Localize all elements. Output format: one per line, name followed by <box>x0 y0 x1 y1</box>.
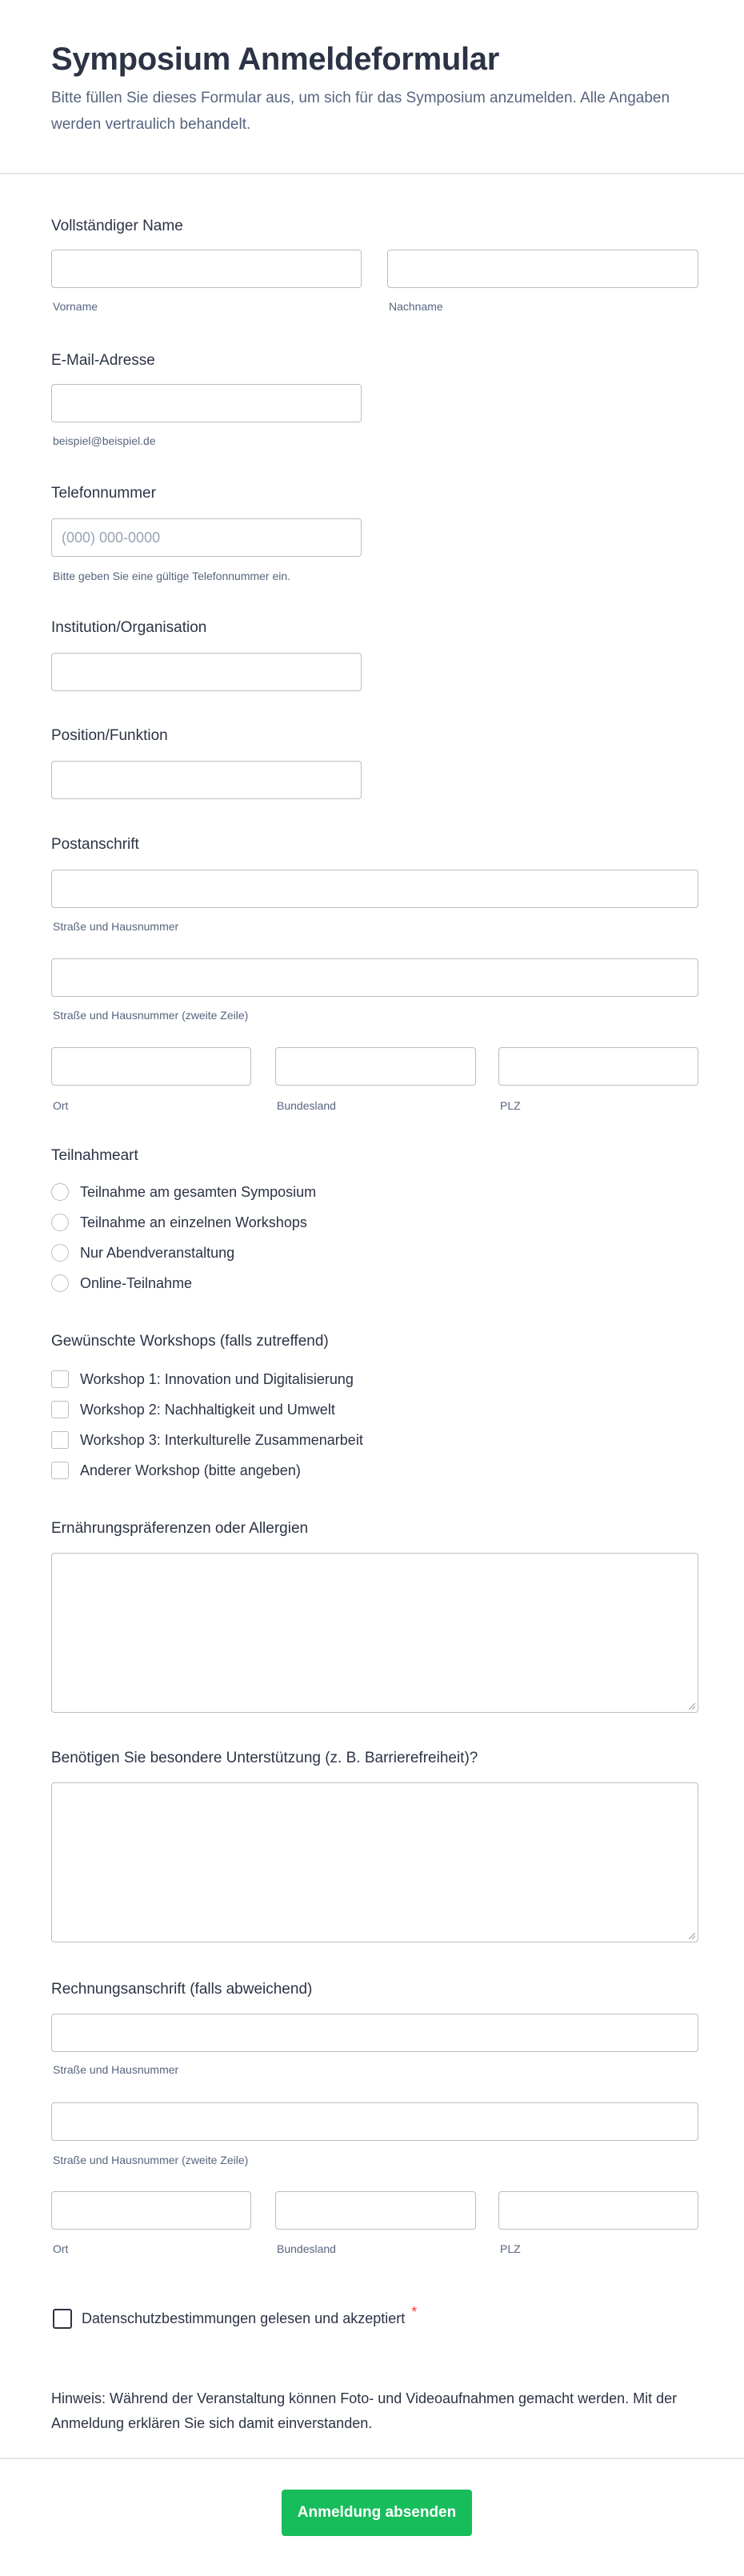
footer-divider <box>0 2458 744 2459</box>
billing-label: Rechnungsanschrift (falls abweichend) <box>51 1981 313 1998</box>
billing-zip-input[interactable] <box>498 2191 698 2230</box>
billing-street2-input[interactable] <box>51 2102 698 2141</box>
phone-label: Telefonnummer <box>51 485 156 502</box>
checkbox[interactable] <box>51 1462 69 1479</box>
workshop-option-label: Anderer Workshop (bitte angeben) <box>80 1462 301 1478</box>
billing-city-sublabel: Ort <box>53 2242 69 2255</box>
address-street-sublabel: Straße und Hausnummer <box>53 920 179 933</box>
radio-button[interactable] <box>51 1244 69 1262</box>
address-label: Postanschrift <box>51 836 139 853</box>
workshop-option[interactable] <box>51 1431 363 1449</box>
attendance-option-label: Online-Teilnahme <box>80 1274 193 1291</box>
attendance-option[interactable] <box>51 1214 307 1231</box>
radio-button[interactable] <box>51 1214 69 1231</box>
first-name-input[interactable] <box>51 250 362 288</box>
checkbox[interactable] <box>51 1431 69 1449</box>
address-street-input[interactable] <box>51 870 698 908</box>
attendance-option[interactable] <box>51 1183 316 1201</box>
address-city-sublabel: Ort <box>53 1099 69 1112</box>
institution-label: Institution/Organisation <box>51 619 207 636</box>
attendance-option-label: Teilnahme an einzelnen Workshops <box>80 1214 307 1230</box>
page-title: Symposium Anmeldeformular <box>51 42 500 77</box>
privacy-label: Datenschutzbestimmungen gelesen und akzeptiert <box>82 2310 406 2326</box>
billing-street-input[interactable] <box>51 2014 698 2052</box>
privacy-consent[interactable] <box>53 2304 418 2329</box>
address-street2-input[interactable] <box>51 958 698 997</box>
attendance-option[interactable] <box>51 1244 234 1262</box>
billing-zip-sublabel: PLZ <box>500 2242 521 2255</box>
form-description: Bitte füllen Sie dieses Formular aus, um sich für das Symposium anzumelden. Alle Angaben werden vertraulich behandelt. <box>51 90 670 133</box>
workshop-option-label: Workshop 1: Innovation und Digitalisierung <box>80 1370 354 1387</box>
billing-street-sublabel: Straße und Hausnummer <box>53 2063 179 2076</box>
workshop-option-label: Workshop 3: Interkulturelle Zusammenarbeit <box>80 1431 363 1448</box>
phone-sublabel: Bitte geben Sie eine gültige Telefonnummer ein. <box>53 570 291 582</box>
workshop-option[interactable] <box>51 1462 301 1479</box>
diet-label: Ernährungspräferenzen oder Allergien <box>51 1520 309 1537</box>
first-name-sublabel: Vorname <box>53 300 98 313</box>
support-textarea[interactable] <box>51 1782 698 1942</box>
address-city-input[interactable] <box>51 1047 251 1086</box>
checkbox[interactable] <box>51 1370 69 1388</box>
photo-notice: Hinweis: Während der Veranstaltung können Foto- und Videoaufnahmen gemacht werden. Mit der Anmeldung erklären Sie sich damit einverstanden. <box>51 2390 678 2431</box>
position-label: Position/Funktion <box>51 727 168 744</box>
address-street2-sublabel: Straße und Hausnummer (zweite Zeile) <box>53 1009 249 1022</box>
workshop-option-label: Workshop 2: Nachhaltigkeit und Umwelt <box>80 1401 335 1418</box>
email-label: E-Mail-Adresse <box>51 352 155 369</box>
billing-state-input[interactable] <box>275 2191 476 2230</box>
header-divider <box>0 173 744 174</box>
resize-handle-icon[interactable] <box>689 1703 695 1710</box>
last-name-input[interactable] <box>387 250 698 288</box>
resize-handle-icon[interactable] <box>689 1933 695 1939</box>
last-name-sublabel: Nachname <box>389 300 443 313</box>
diet-textarea[interactable] <box>51 1553 698 1713</box>
radio-button[interactable] <box>51 1274 69 1292</box>
attendance-option[interactable] <box>51 1274 192 1292</box>
address-zip-sublabel: PLZ <box>500 1099 521 1112</box>
radio-button[interactable] <box>51 1183 69 1201</box>
attendance-option-label: Nur Abendveranstaltung <box>80 1244 235 1261</box>
workshop-option[interactable] <box>51 1370 354 1388</box>
position-input[interactable] <box>51 761 362 799</box>
billing-state-sublabel: Bundesland <box>277 2242 336 2255</box>
billing-street2-sublabel: Straße und Hausnummer (zweite Zeile) <box>53 2154 249 2166</box>
institution-input[interactable] <box>51 653 362 691</box>
checkbox[interactable] <box>51 1401 69 1418</box>
email-sublabel: beispiel@beispiel.de <box>53 434 156 447</box>
address-state-input[interactable] <box>275 1047 476 1086</box>
attendance-label: Teilnahmeart <box>51 1147 138 1164</box>
workshop-option[interactable] <box>51 1401 335 1418</box>
address-state-sublabel: Bundesland <box>277 1099 336 1112</box>
attendance-option-label: Teilnahme am gesamten Symposium <box>80 1183 317 1200</box>
privacy-checkbox[interactable] <box>53 2309 72 2329</box>
submit-button[interactable]: Anmeldung absenden <box>282 2490 472 2536</box>
billing-city-input[interactable] <box>51 2191 251 2230</box>
required-mark: * <box>411 2304 418 2320</box>
support-label: Benötigen Sie besondere Unterstützung (z. B. Barrierefreiheit)? <box>51 1750 478 1766</box>
workshops-label: Gewünschte Workshops (falls zutreffend) <box>51 1333 329 1350</box>
email-input[interactable] <box>51 384 362 422</box>
address-zip-input[interactable] <box>498 1047 698 1086</box>
full-name-label: Vollständiger Name <box>51 218 183 234</box>
phone-input[interactable]: (000) 000-0000 <box>51 518 362 557</box>
